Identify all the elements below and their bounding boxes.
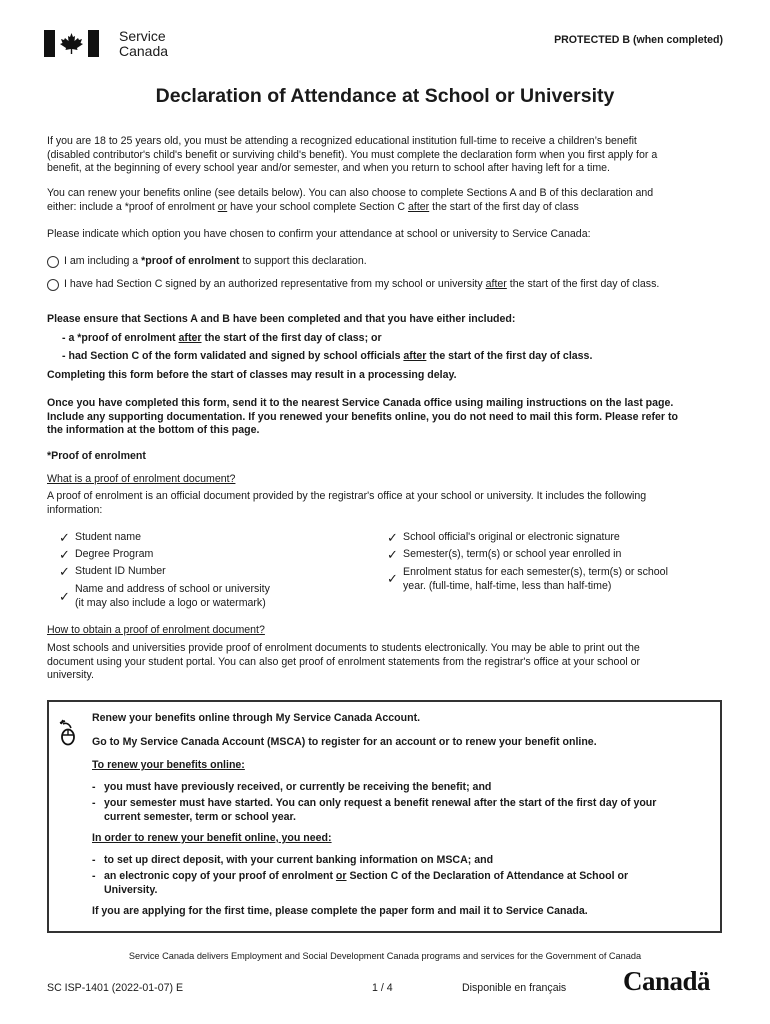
proof-how-question: How to obtain a proof of enrolment document? bbox=[47, 624, 265, 636]
check-icon: ✓ bbox=[59, 564, 70, 579]
check-icon: ✓ bbox=[387, 530, 398, 545]
online-box-content: Renew your benefits online through My Service Canada Account. Go to My Service Canada Account (MSCA) to register for an account or to renew your benefit online. To renew your benefits online: - you must have previously received, or currently be receiving the benefit; and - your semester must have started. You can only request a benefit renewal after the start of the first day of your current semester, term or school year. In order to renew your benefit online, you need: - to set up direct deposit, with your current banking information on MSCA; and - an electronic copy of your proof of enrolment or Section C of the Declaration of Attendance at School or University. If you are applying for the first time, please complete the paper form and mail it to Service Canada. bbox=[92, 712, 657, 917]
intro-paragraph-1: If you are 18 to 25 years old, you must be attending a recognized educational institution full-time to receive a children’s benefit (disabled contributor's child's benefit or surviving child's benefit). You must complete the declaration form when you first apply for a benefit, at the beginning of every school year and/or semester, and when you return to school after having left for a time. bbox=[47, 135, 658, 174]
checklist-item: Semester(s), term(s) or school year enrolled in bbox=[403, 548, 622, 560]
service-canada-wordmark bbox=[119, 29, 168, 59]
org-line2: Canada bbox=[119, 43, 169, 59]
check-icon: ✓ bbox=[387, 571, 398, 586]
proof-heading: *Proof of enrolment bbox=[47, 450, 146, 462]
check-icon: ✓ bbox=[59, 589, 70, 604]
option-section-c-radio[interactable] bbox=[47, 279, 59, 291]
org-line1: Service bbox=[119, 28, 166, 44]
check-icon: ✓ bbox=[59, 530, 70, 545]
check-icon: ✓ bbox=[387, 547, 398, 562]
option-proof-label: I am including a *proof of enrolment to support this declaration. bbox=[64, 255, 367, 267]
checklist-item: Name and address of school or university (it may also include a logo or watermark) bbox=[75, 583, 270, 609]
check-icon: ✓ bbox=[59, 547, 70, 562]
protected-label: PROTECTED B (when completed) bbox=[554, 34, 723, 46]
mouse-icon bbox=[57, 718, 77, 746]
proof-how-answer: Most schools and universities provide proof of enrolment documents to students electronically. You may be able to print out the document using your student portal. You can also get proof of enrolment statements from the registrar's office at your school or university. bbox=[47, 642, 641, 681]
intro-paragraph-3: Please indicate which option you have chosen to confirm your attendance at school or university to Service Canada: bbox=[47, 228, 591, 240]
french-availability: Disponible en français bbox=[462, 982, 567, 994]
canada-wordmark: Canadä bbox=[623, 966, 711, 996]
option-section-c-label: I have had Section C signed by an authorized representative from my school or university after the start of the first day of class. bbox=[64, 278, 660, 290]
option-proof-radio[interactable] bbox=[47, 256, 59, 268]
checklist-item: Student name bbox=[75, 531, 141, 543]
footer-delivers: Service Canada delivers Employment and Social Development Canada programs and services for the Government of Canada bbox=[128, 951, 642, 961]
form-id: SC ISP-1401 (2022-01-07) E bbox=[47, 982, 184, 994]
page-title: Declaration of Attendance at School or University bbox=[155, 85, 615, 107]
page-number: 1 / 4 bbox=[372, 982, 393, 994]
canada-flag-logo bbox=[44, 30, 99, 57]
send-instructions: Once you have completed this form, send it to the nearest Service Canada office using mailing instructions on the last page. Include any supporting documentation. If you renewed your benefits online, you do not need to mail this form. Please refer to the information at the bottom of this page. bbox=[47, 397, 678, 436]
proof-what-question: What is a proof of enrolment document? bbox=[47, 473, 236, 485]
ensure-block: Please ensure that Sections A and B have been completed and that you have either included: - a *proof of enrolment after the start of the first day of class; or - had Section C of the form validated and signed by school officials after the start of the first day of class. Completing this form before the start of classes may result in a processing delay. bbox=[47, 313, 593, 381]
checklist-item: Enrolment status for each semester(s), term(s) or school year. (full-time, half-time, less than half-time) bbox=[403, 566, 668, 592]
intro-paragraph-2: You can renew your benefits online (see details below). You can also choose to complete Sections A and B of this declaration and either: include a *proof of enrolment or have your school complete Section C after the start of the first day of class bbox=[47, 187, 654, 213]
maple-leaf-icon bbox=[57, 32, 86, 55]
proof-what-answer: A proof of enrolment is an official document provided by the registrar's office at your school or university. It includes the following information: bbox=[47, 490, 647, 516]
checklist-item: Student ID Number bbox=[75, 565, 166, 577]
checklist-item: School official's original or electronic signature bbox=[403, 531, 620, 543]
checklist-item: Degree Program bbox=[75, 548, 154, 560]
